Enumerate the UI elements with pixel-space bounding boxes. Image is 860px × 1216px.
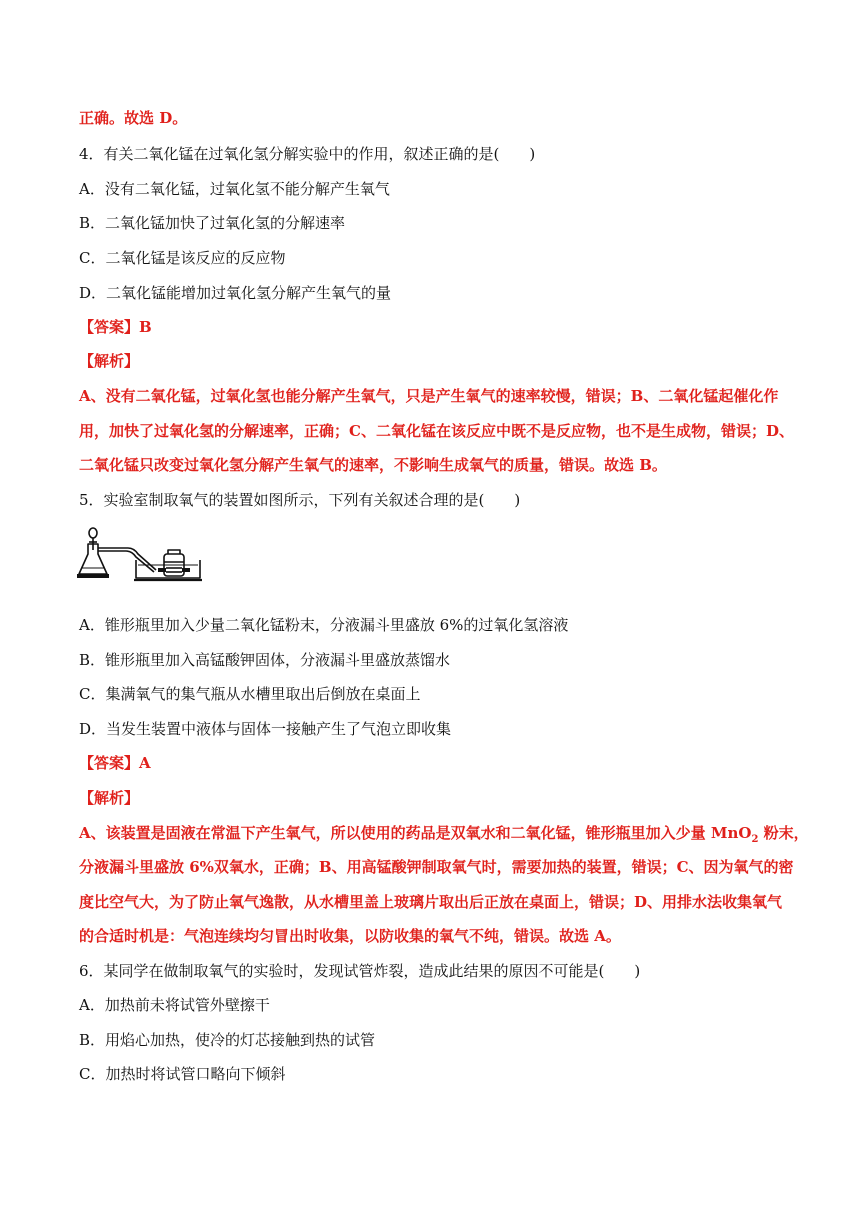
previous-answer-tail: 正确。故选 D。 [79,109,188,127]
question-6-option-a: A．加热前未将试管外壁擦干 [79,996,270,1014]
analysis-label: 【解析】 [79,352,140,370]
question-5-analysis-line: 度比空气大，为了防止氧气逸散，从水槽里盖上玻璃片取出后正放在桌面上，错误；D、用排水法收集氧气 [79,893,783,911]
analysis-label: 【解析】 [79,789,140,807]
question-5-analysis-line: 的合适时机是：气泡连续均匀冒出时收集，以防收集的氧气不纯，错误。故选 A。 [79,927,621,945]
question-4-analysis-line: 二氧化锰只改变过氧化氢分解产生氧气的速率，不影响生成氧气的质量，错误。故选 B。 [79,456,667,474]
question-5-answer [79,753,785,773]
question-4-stem: 4．有关二氧化锰在过氧化氢分解实验中的作用，叙述正确的是( ) [79,145,536,163]
analysis-text: 粉末， [758,824,809,842]
subscript-2: 2 [751,834,759,845]
answer-label: 【答案】 [79,318,140,336]
question-5-option-a: A．锥形瓶里加入少量二氧化锰粉末，分液漏斗里盛放 6%的过氧化氢溶液 [79,616,569,634]
question-6-option-c: C．加热时将试管口略向下倾斜 [79,1065,286,1083]
question-4-option-b: B．二氧化锰加快了过氧化氢的分解速率 [79,214,346,232]
analysis-text: A、该装置是固液在常温下产生氧气，所以使用的药品是双氧水和二氧化锰，锥形瓶里加入少量 MnO [79,824,752,842]
question-4-analysis-line: 用，加快了过氧化氢的分解速率，正确；C、二氧化锰在该反应中既不是反应物，也不是生成物，错误；D、 [79,422,794,440]
question-4-option-a: A．没有二氧化锰，过氧化氢不能分解产生氧气 [79,180,390,198]
question-4-option-d: D．二氧化锰能增加过氧化氢分解产生氧气的量 [79,284,392,302]
question-4-analysis-label [79,351,785,371]
question-5-analysis-line: 分液漏斗里盛放 6%双氧水，正确；B、用高锰酸钾制取氧气时，需要加热的装置，错误；C、因为氧气的密 [79,858,794,876]
question-5-option-d: D．当发生装置中液体与固体一接触产生了气泡立即收集 [79,720,452,738]
question-5-option-c: C．集满氧气的集气瓶从水槽里取出后倒放在桌面上 [79,685,421,703]
question-4-option-c: C．二氧化锰是该反应的反应物 [79,249,286,267]
question-5-option-b: B．锥形瓶里加入高锰酸钾固体，分液漏斗里盛放蒸馏水 [79,651,451,669]
question-6-stem: 6．某同学在做制取氧气的实验时，发现试管炸裂，造成此结果的原因不可能是( ) [79,962,641,980]
answer-value: A [139,754,151,772]
oxygen-apparatus-figure [76,524,206,584]
question-5-analysis-label [79,788,785,808]
question-5-stem: 5．实验室制取氧气的装置如图所示，下列有关叙述合理的是( ) [79,491,521,509]
answer-value: B [139,318,152,336]
question-4-answer [79,317,785,337]
question-4-analysis-line: A、没有二氧化锰，过氧化氢也能分解产生氧气，只是产生氧气的速率较慢，错误；B、二氧化锰起催化作 [79,387,779,405]
answer-label: 【答案】 [79,754,140,772]
question-6-option-b: B．用焰心加热，使冷的灯芯接触到热的试管 [79,1031,376,1049]
question-5-analysis-line [79,823,809,850]
